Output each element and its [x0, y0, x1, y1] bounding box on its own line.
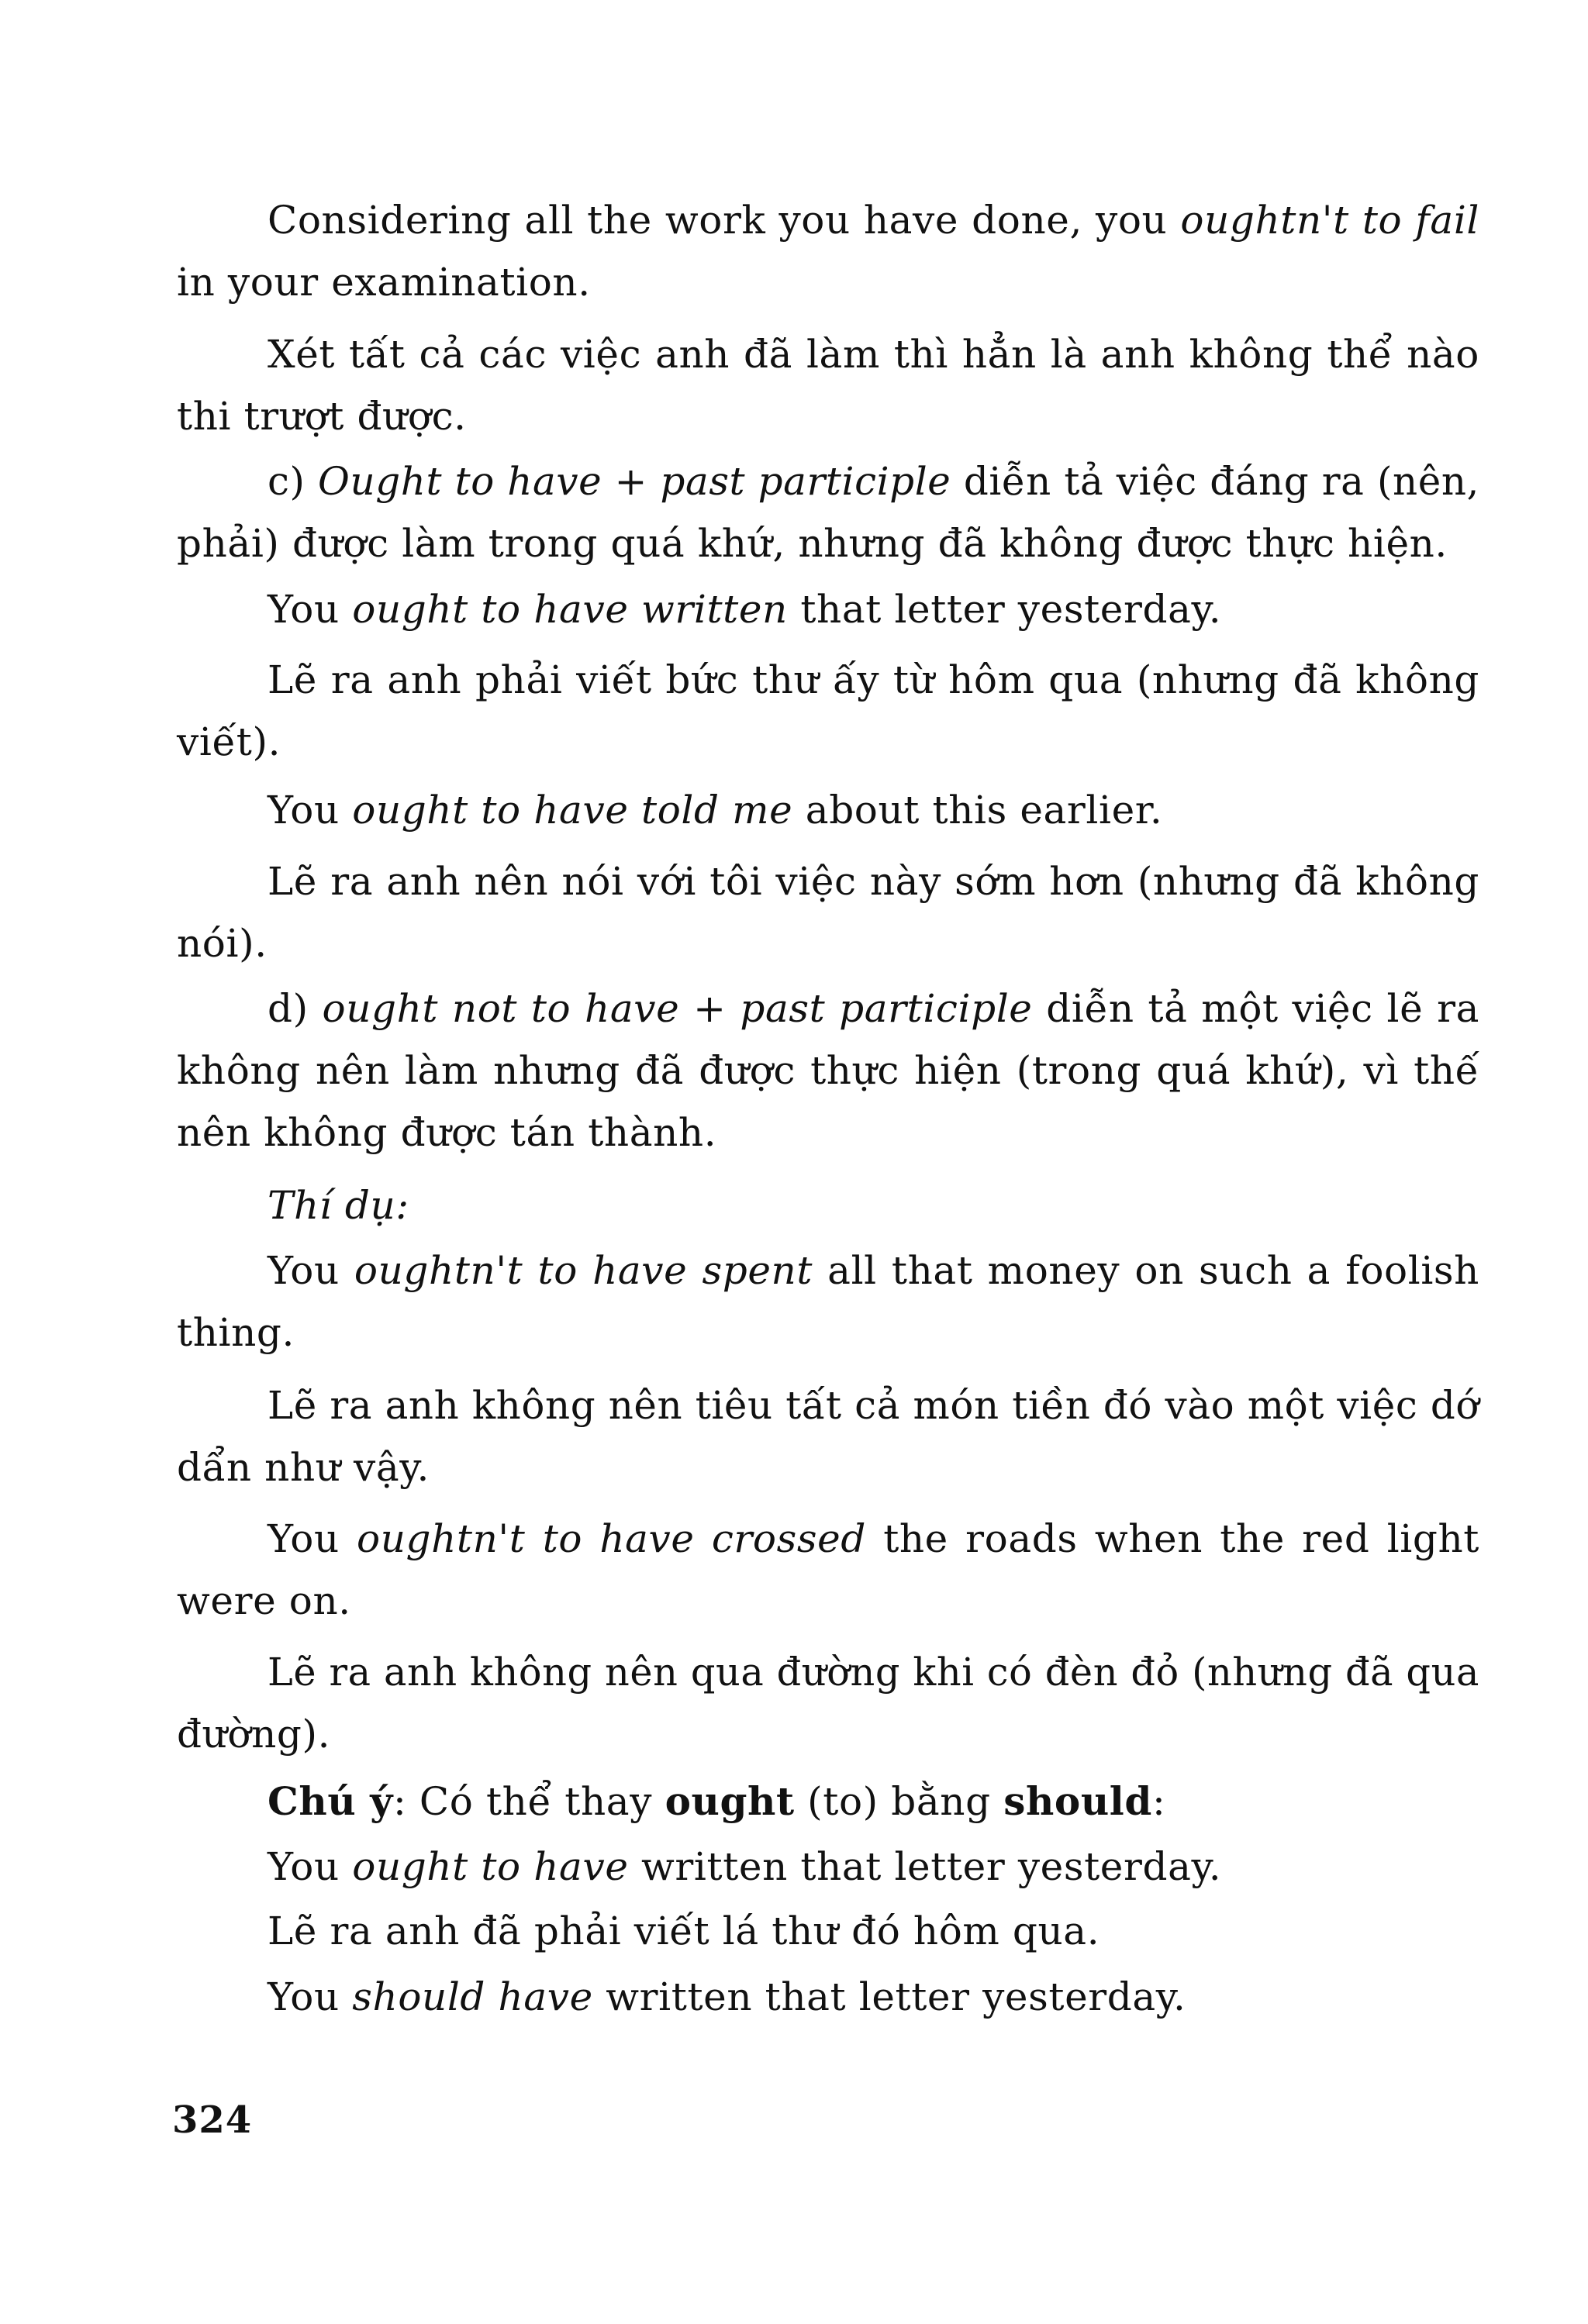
text-run: in your examination.	[177, 260, 591, 305]
text-line	[268, 1240, 1479, 1301]
text-line	[177, 1437, 430, 1498]
italic-text: ought not to have + past participle	[322, 986, 1033, 1031]
text-line	[268, 1642, 1479, 1702]
text-run: diễn tả việc đáng ra (nên,	[951, 459, 1479, 504]
text-line	[268, 324, 1479, 384]
text-line	[268, 978, 1479, 1039]
text-run: Lẽ ra anh phải viết bức thư ấy từ hôm qua (nhưng đã không	[268, 657, 1479, 702]
text-run: You	[268, 587, 353, 632]
text-run: written that letter yesterday.	[628, 1844, 1222, 1889]
text-run: written that letter yesterday.	[592, 1974, 1186, 2019]
page-number: 324	[172, 2098, 253, 2142]
text-run: :	[1151, 1779, 1166, 1824]
text-run: dẩn như vậy.	[177, 1445, 430, 1490]
text-run: phải) được làm trong quá khứ, nhưng đã không được thực hiện.	[177, 521, 1448, 566]
italic-text: ought to have told me	[352, 788, 793, 833]
italic-text: Ought to have + past participle	[318, 459, 951, 504]
italic-text: Thí dụ:	[268, 1183, 409, 1228]
text-run: nói).	[177, 921, 268, 966]
text-line	[177, 252, 591, 312]
text-run: c)	[268, 459, 319, 504]
text-line	[177, 1102, 716, 1163]
text-line	[177, 1302, 295, 1363]
text-run: Xét tất cả các việc anh đã làm thì hẳn là anh không thể nào	[268, 332, 1479, 377]
text-line	[268, 1509, 1479, 1569]
text-run: all that money on such a foolish	[813, 1248, 1479, 1293]
text-line	[177, 386, 467, 447]
text-line	[268, 1175, 409, 1236]
italic-text: should have	[352, 1974, 593, 2019]
text-run: You	[268, 1516, 357, 1561]
text-run: were on.	[177, 1578, 351, 1623]
italic-text: oughtn't to fail	[1180, 198, 1479, 243]
text-line	[177, 1571, 351, 1631]
text-run: the roads when the red light	[865, 1516, 1479, 1561]
bold-text: Chú ý	[268, 1778, 393, 1824]
text-run: d)	[268, 986, 323, 1031]
text-run: You	[268, 1844, 353, 1889]
text-line	[268, 650, 1479, 710]
text-line	[177, 1040, 1479, 1101]
text-line	[268, 1771, 1165, 1832]
text-line	[177, 712, 281, 772]
text-line	[177, 1704, 330, 1764]
text-run: nên không được tán thành.	[177, 1110, 717, 1155]
text-line	[268, 1901, 1100, 1961]
text-line	[268, 1375, 1479, 1436]
italic-text: oughtn't to have spent	[354, 1248, 813, 1293]
text-run: You	[268, 1248, 354, 1293]
text-run: đường).	[177, 1712, 331, 1757]
text-run: diễn tả một việc lẽ ra	[1032, 986, 1479, 1031]
text-run: : Có thể thay	[392, 1779, 665, 1824]
text-run: Lẽ ra anh đã phải viết lá thư đó hôm qua.	[268, 1909, 1100, 1953]
text-line	[268, 451, 1479, 512]
italic-text: oughtn't to have crossed	[357, 1516, 866, 1561]
text-line	[268, 780, 1162, 840]
text-run: You	[268, 788, 353, 833]
text-run: Considering all the work you have done, you	[268, 198, 1181, 243]
text-line	[268, 1836, 1221, 1897]
italic-text: ought to have	[352, 1844, 629, 1889]
text-run: about this earlier.	[792, 788, 1163, 833]
text-run: Lẽ ra anh nên nói với tôi việc này sớm hơn (nhưng đã không	[268, 859, 1479, 904]
text-run: Lẽ ra anh không nên qua đường khi có đèn đỏ (nhưng đã qua	[268, 1650, 1479, 1695]
bold-text: ought	[665, 1778, 795, 1824]
text-run: You	[268, 1974, 353, 2019]
text-line	[268, 1967, 1186, 2027]
text-run: viết).	[177, 719, 281, 764]
bold-text: should	[1003, 1778, 1152, 1824]
text-run: Lẽ ra anh không nên tiêu tất cả món tiền đó vào một việc dớ	[268, 1383, 1479, 1428]
text-line	[268, 579, 1221, 640]
text-run: thi trượt được.	[177, 394, 467, 439]
text-line	[268, 851, 1479, 912]
text-run: that letter yesterday.	[787, 587, 1222, 632]
text-run: thing.	[177, 1310, 295, 1355]
text-line	[268, 190, 1479, 250]
italic-text: ought to have written	[352, 587, 788, 632]
text-line	[177, 913, 268, 974]
text-run: không nên làm nhưng đã được thực hiện (trong quá khứ), vì thế	[177, 1048, 1479, 1093]
text-run: (to) bằng	[794, 1779, 1004, 1824]
text-line	[177, 513, 1448, 574]
